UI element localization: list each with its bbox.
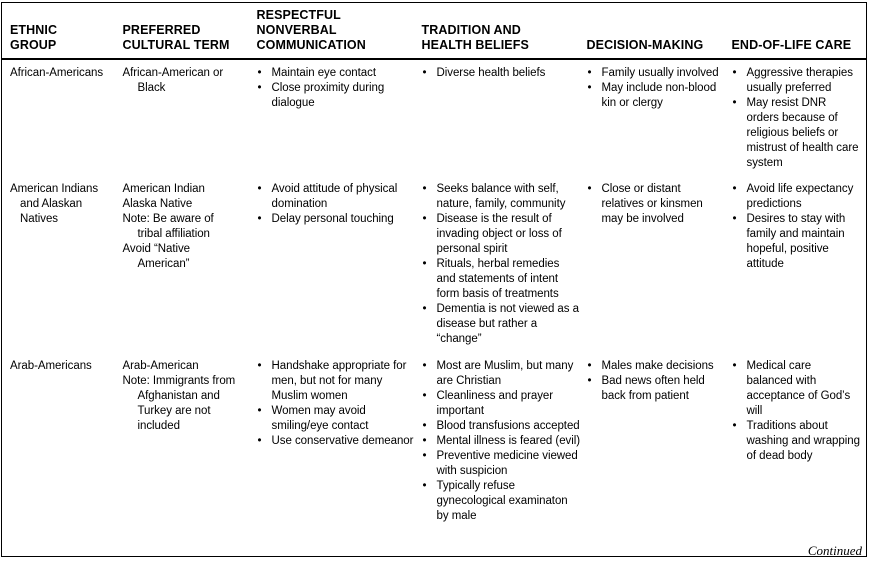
text-line: Avoid “Native — [122, 243, 191, 255]
cell-tradition — [422, 59, 587, 176]
bullet-item: • Close proximity during dialogue — [257, 81, 416, 111]
column-header-tradition: TRADITION AND HEALTH BELIEFS — [422, 3, 587, 60]
cell-preferred_term — [123, 59, 257, 176]
bullet-item: • Cleanliness and prayer important — [422, 389, 581, 419]
cell-end_of_life — [732, 353, 867, 556]
continued-label: Continued — [807, 543, 862, 558]
cell-end_of_life — [732, 59, 867, 176]
bullet-list — [587, 359, 726, 404]
text-line: tribal affiliation — [137, 228, 210, 240]
bullet-item: • May resist DNR orders because of religious beliefs or mistrust of health care system — [732, 96, 861, 171]
ethnic-culture-table — [1, 2, 867, 557]
cell-decision — [587, 353, 732, 556]
text-line: included — [137, 420, 180, 432]
text-line: African-Americans — [10, 67, 104, 79]
bullet-item: • Avoid attitude of physical domination — [257, 182, 416, 212]
cell-nonverbal — [257, 353, 422, 556]
cell-nonverbal — [257, 59, 422, 176]
bullet-list — [732, 359, 861, 464]
bullet-item: • Disease is the result of invading object or loss of personal spirit — [422, 212, 581, 257]
text-line: African-American or — [122, 67, 224, 79]
cell-ethnic_group — [2, 59, 123, 176]
bullet-item: • Maintain eye contact — [257, 66, 416, 81]
cell-tradition — [422, 353, 587, 556]
text-line: Afghanistan and — [137, 390, 220, 402]
bullet-item: • Bad news often held back from patient — [587, 374, 726, 404]
text-line: American Indians — [10, 183, 99, 195]
bullet-item: • Rituals, herbal remedies and statements of intent form basis of treatments — [422, 257, 581, 302]
cell-preferred_term — [123, 353, 257, 556]
text-line: Turkey are not — [137, 405, 211, 417]
bullet-list — [257, 66, 416, 111]
bullet-item: • Family usually involved — [587, 66, 726, 81]
bullet-item: • Women may avoid smiling/eye contact — [257, 404, 416, 434]
bullet-item: • Blood transfusions accepted — [422, 419, 581, 434]
bullet-item: • Typically refuse gynecological examinaton by male — [422, 479, 581, 524]
bullet-item: • Delay personal touching — [257, 212, 416, 227]
text-line: Arab-American — [122, 360, 199, 372]
bullet-item: • Seeks balance with self, nature, family, community — [422, 182, 581, 212]
bullet-list — [422, 182, 581, 347]
bullet-item: • Close or distant relatives or kinsmen may be involved — [587, 182, 726, 227]
table-header — [2, 3, 867, 60]
bullet-item: • Males make decisions — [587, 359, 726, 374]
bullet-list — [732, 66, 861, 171]
text-line: Alaska Native — [122, 198, 193, 210]
table-row — [2, 59, 867, 176]
column-header-decision: DECISION-MAKING — [587, 3, 732, 60]
cell-ethnic_group — [2, 176, 123, 353]
bullet-item: • Handshake appropriate for men, but not for many Muslim women — [257, 359, 416, 404]
cell-decision — [587, 176, 732, 353]
header-row — [2, 3, 867, 60]
bullet-item: • May include non-blood kin or clergy — [587, 81, 726, 111]
bullet-item: • Diverse health beliefs — [422, 66, 581, 81]
bullet-item: • Aggressive therapies usually preferred — [732, 66, 861, 96]
bullet-list — [257, 359, 416, 449]
cell-end_of_life — [732, 176, 867, 353]
bullet-list — [587, 66, 726, 111]
cell-decision — [587, 59, 732, 176]
bullet-item: • Dementia is not viewed as a disease but rather a “change” — [422, 302, 581, 347]
cell-tradition — [422, 176, 587, 353]
text-line: Black — [137, 82, 166, 94]
bullet-item: • Traditions about washing and wrapping of dead body — [732, 419, 861, 464]
bullet-item: • Most are Muslim, but many are Christian — [422, 359, 581, 389]
bullet-item: • Desires to stay with family and maintain hopeful, positive attitude — [732, 212, 861, 272]
text-line: Note: Immigrants from — [122, 375, 236, 387]
column-header-ethnic_group: ETHNIC GROUP — [2, 3, 123, 60]
bullet-item: • Preventive medicine viewed with suspicion — [422, 449, 581, 479]
text-line: Note: Be aware of — [122, 213, 214, 225]
bullet-list — [422, 66, 581, 81]
bullet-item: • Medical care balanced with acceptance of God’s will — [732, 359, 861, 419]
bullet-item: • Use conservative demeanor — [257, 434, 416, 449]
bullet-list — [587, 182, 726, 227]
cell-ethnic_group — [2, 353, 123, 556]
table-row — [2, 176, 867, 353]
bullet-list — [732, 182, 861, 272]
text-line: American” — [137, 258, 190, 270]
column-header-nonverbal: RESPECTFUL NONVERBAL COMMUNICATION — [257, 3, 422, 60]
bullet-list — [257, 182, 416, 227]
cell-preferred_term — [123, 176, 257, 353]
table-body — [2, 59, 867, 556]
bullet-list — [422, 359, 581, 524]
table-row — [2, 353, 867, 556]
column-header-end_of_life: END-OF-LIFE CARE — [732, 3, 867, 60]
text-line: Natives — [20, 213, 58, 225]
text-line: and Alaskan — [20, 198, 83, 210]
cell-nonverbal — [257, 176, 422, 353]
text-line: Arab-Americans — [10, 360, 92, 372]
bullet-item: • Avoid life expectancy predictions — [732, 182, 861, 212]
text-line: American Indian — [122, 183, 205, 195]
bullet-item: • Mental illness is feared (evil) — [422, 434, 581, 449]
column-header-preferred_term: PREFERRED CULTURAL TERM — [123, 3, 257, 60]
